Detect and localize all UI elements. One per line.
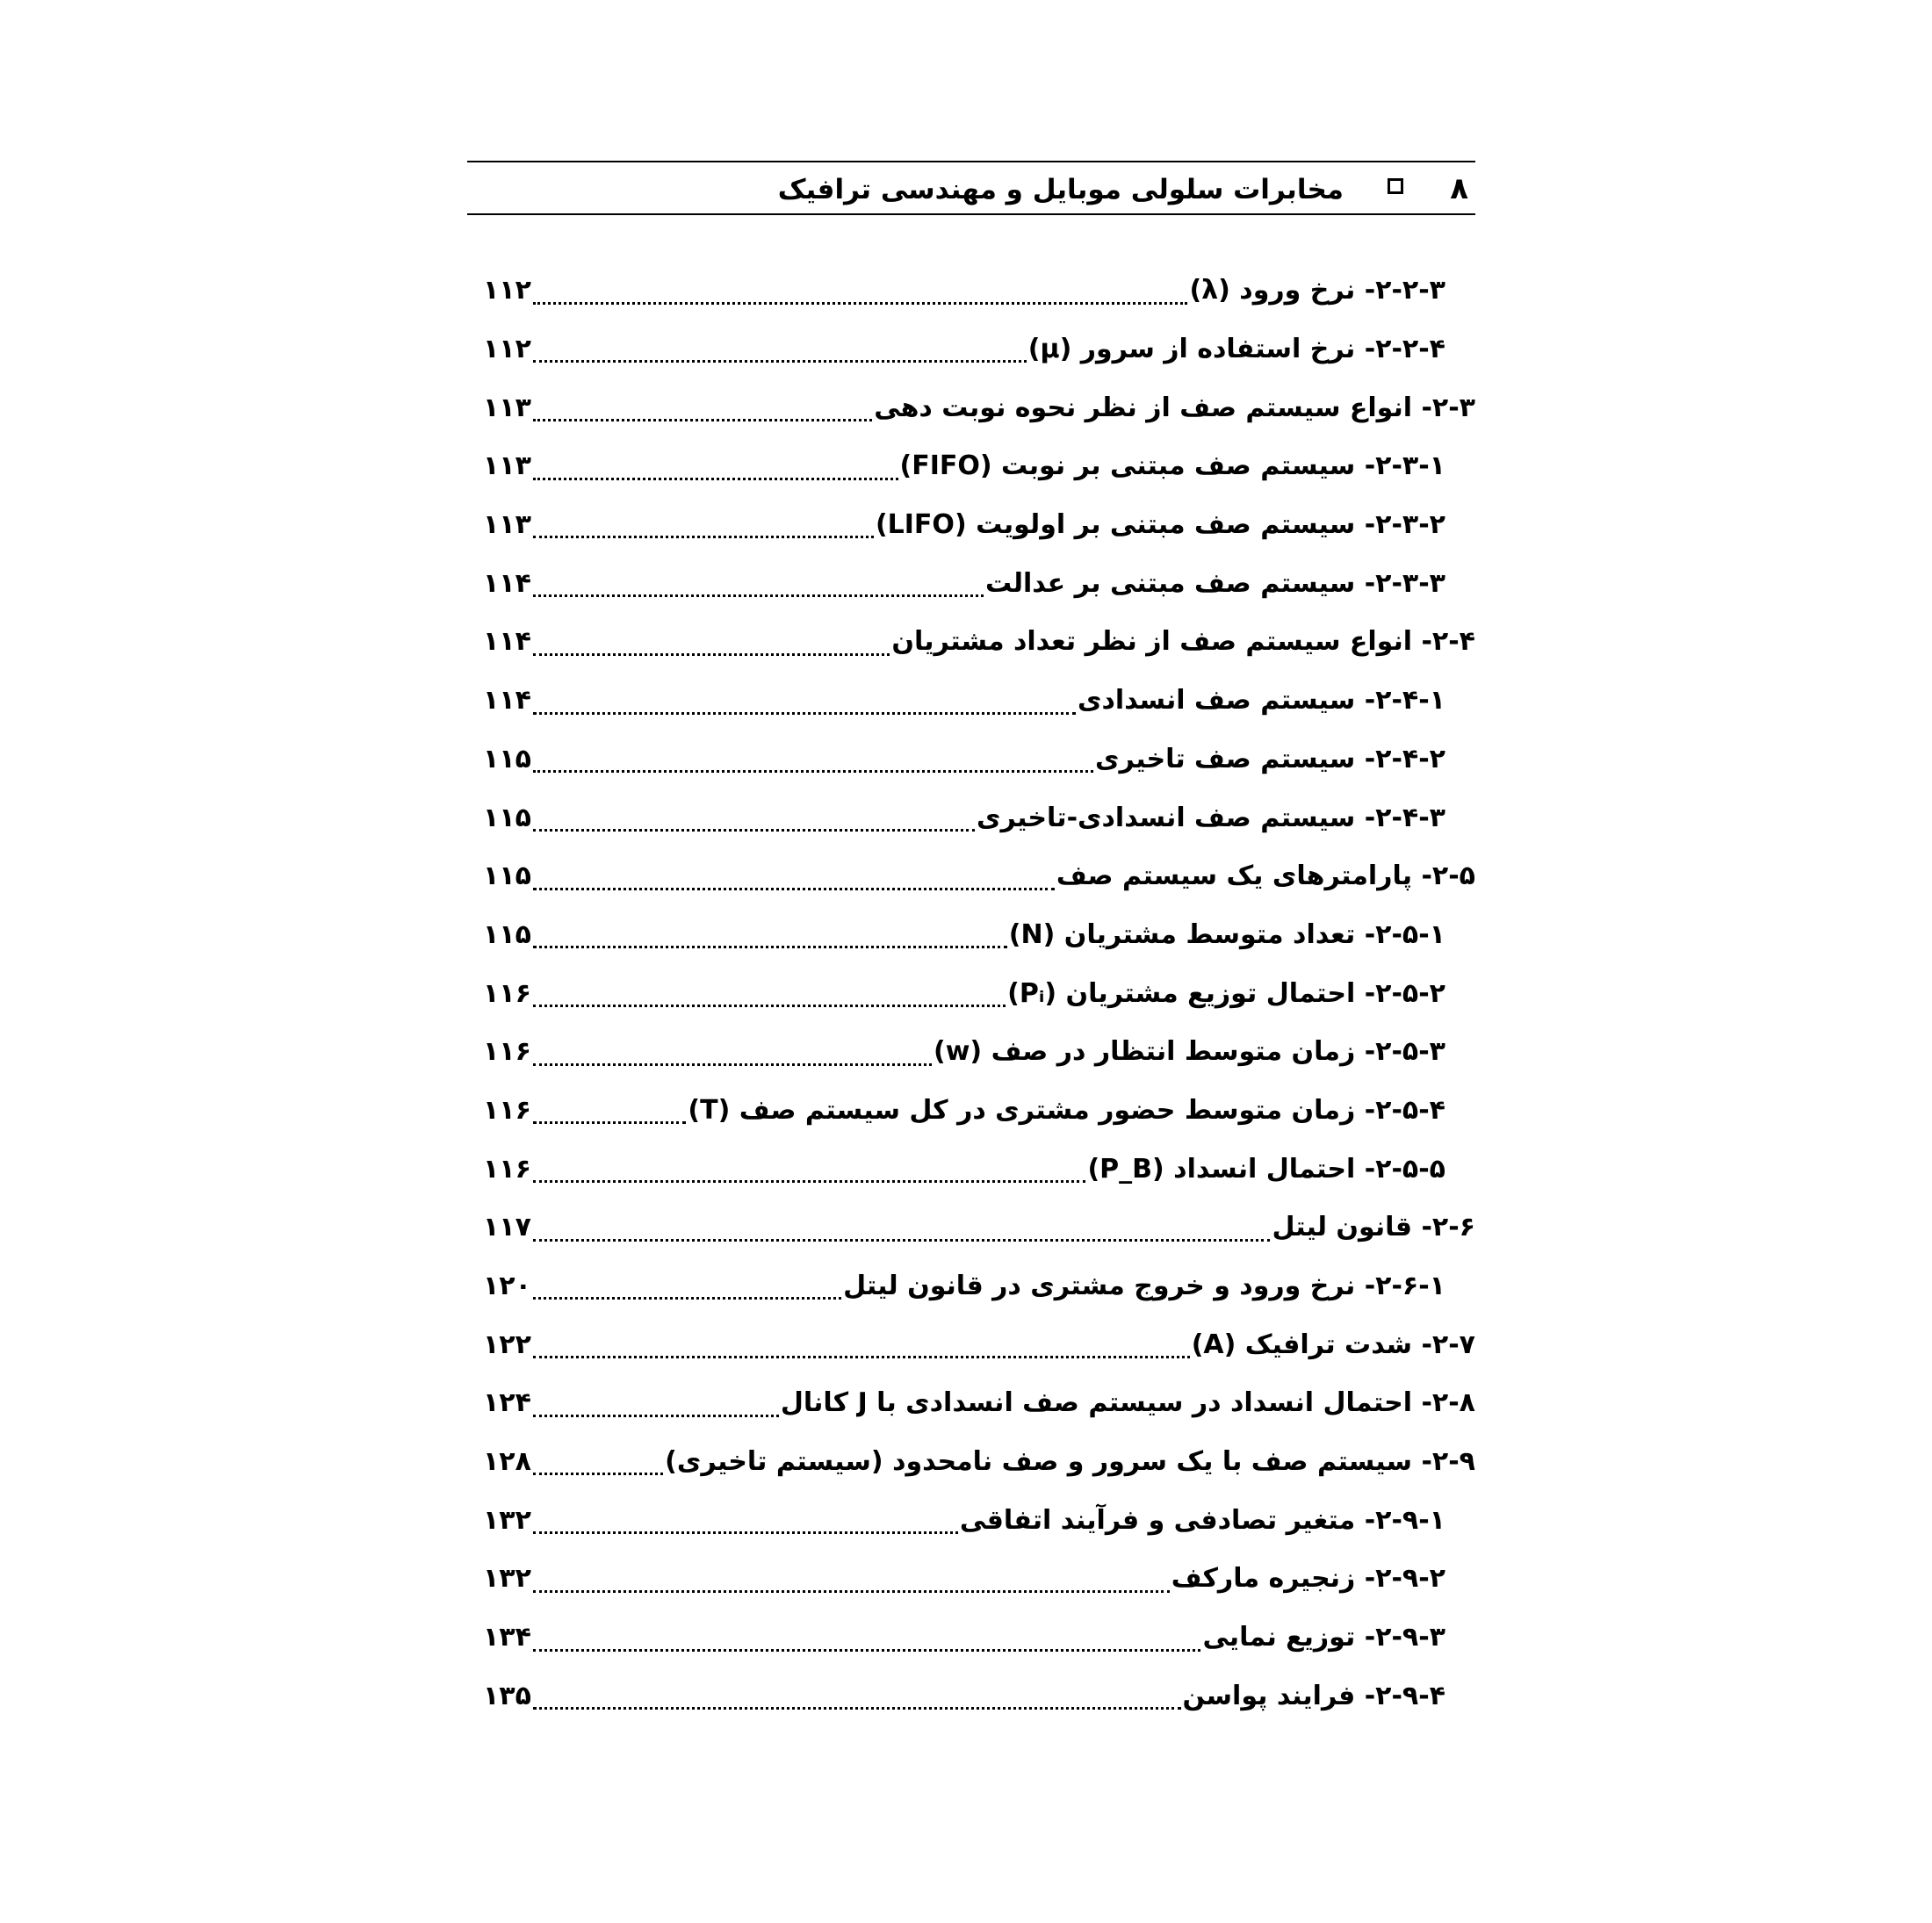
dot-leader	[533, 1408, 779, 1417]
toc-entry-title: ۲-۹- سیستم صف با یک سرور و صف نامحدود (سیستم تاخیری)	[665, 1446, 1475, 1478]
square-bullet-icon	[1388, 178, 1403, 194]
toc-entry-title: ۲-۹-۳- توزیع نمایی	[1202, 1622, 1445, 1653]
dot-leader	[533, 1114, 686, 1124]
toc-entry-page-number: ۱۳۵	[483, 1680, 531, 1711]
toc-entry[interactable]	[483, 847, 1475, 906]
dot-leader	[533, 412, 872, 421]
toc-entry-page-number: ۱۳۲	[483, 1563, 531, 1595]
toc-entry[interactable]	[483, 320, 1475, 379]
toc-entry-page-number: ۱۱۶	[483, 1036, 531, 1068]
toc-entry-page-number: ۱۲۲	[483, 1329, 531, 1360]
toc-entry-page-number: ۱۱۵	[483, 918, 531, 950]
page-header	[467, 161, 1475, 215]
toc-entry-title: ۲-۵-۱- تعداد متوسط مشتریان (N)	[1008, 918, 1445, 950]
toc-entry-title: ۲-۳-۲- سیستم صف مبتنی بر اولویت (LIFO)	[875, 509, 1445, 541]
toc-entry-page-number: ۱۱۵	[483, 802, 531, 833]
toc-entry-page-number: ۱۱۳	[483, 450, 531, 482]
toc-entry-title: ۲-۳-۳- سیستم صف مبتنی بر عدالت	[985, 567, 1445, 599]
toc-entry-page-number: ۱۱۳	[483, 509, 531, 541]
dot-leader	[533, 1524, 958, 1534]
toc-entry[interactable]	[483, 1491, 1475, 1550]
toc-entry[interactable]	[483, 1609, 1475, 1667]
dot-leader	[533, 471, 898, 480]
toc-entry[interactable]	[483, 1550, 1475, 1609]
toc-entry[interactable]	[483, 1374, 1475, 1433]
toc-entry-page-number: ۱۲۴	[483, 1387, 531, 1419]
dot-leader	[533, 1290, 841, 1300]
toc-entry-title: ۲-۸- احتمال انسداد در سیستم صف انسدادی با J کانال	[780, 1387, 1475, 1419]
toc-entry-page-number: ۱۱۴	[483, 685, 531, 717]
table-of-contents	[483, 262, 1475, 1725]
toc-entry[interactable]	[483, 437, 1475, 496]
toc-entry-page-number: ۱۲۰	[483, 1271, 531, 1302]
toc-entry-page-number: ۱۱۶	[483, 977, 531, 1009]
toc-entry-title: ۲-۵-۳- زمان متوسط انتظار در صف (w)	[933, 1036, 1445, 1068]
dot-leader	[533, 646, 890, 656]
toc-entry[interactable]	[483, 496, 1475, 555]
toc-entry[interactable]	[483, 731, 1475, 789]
toc-entry-title: ۲-۳-۱- سیستم صف مبتنی بر نوبت (FIFO)	[899, 450, 1445, 482]
toc-entry[interactable]	[483, 1023, 1475, 1082]
dot-leader	[533, 295, 1188, 305]
toc-entry[interactable]	[483, 1433, 1475, 1492]
toc-entry-page-number: ۱۱۲	[483, 275, 531, 306]
dot-leader	[533, 1232, 1271, 1242]
toc-entry-title: ۲-۴-۳- سیستم صف انسدادی-تاخیری	[977, 802, 1445, 833]
toc-entry[interactable]	[483, 1140, 1475, 1199]
toc-entry-title: ۲-۷- شدت ترافیک (A)	[1191, 1329, 1475, 1360]
toc-entry-page-number: ۱۱۶	[483, 1153, 531, 1185]
toc-entry-title: ۲-۵-۵- احتمال انسداد (P_B)	[1087, 1153, 1445, 1185]
toc-entry-page-number: ۱۲۸	[483, 1446, 531, 1478]
toc-entry[interactable]	[483, 1257, 1475, 1316]
toc-entry-title: ۲-۲-۳- نرخ ورود (λ)	[1189, 275, 1445, 306]
toc-entry-title: ۲-۲-۴- نرخ استفاده از سرور (μ)	[1027, 334, 1445, 365]
dot-leader	[533, 939, 1007, 948]
dot-leader	[533, 1173, 1086, 1183]
toc-entry-title: ۲-۴- انواع سیستم صف از نظر تعداد مشتریان	[891, 626, 1475, 658]
dot-leader	[533, 1700, 1181, 1710]
toc-entry-title: ۲-۹-۴- فرایند پواسن	[1182, 1680, 1445, 1711]
toc-entry[interactable]	[483, 672, 1475, 731]
toc-entry[interactable]	[483, 1667, 1475, 1726]
toc-entry-title: ۲-۴-۲- سیستم صف تاخیری	[1095, 743, 1445, 774]
toc-entry-title: ۲-۴-۱- سیستم صف انسدادی	[1078, 685, 1445, 717]
toc-entry[interactable]	[483, 789, 1475, 847]
toc-entry-page-number: ۱۳۲	[483, 1504, 531, 1536]
dot-leader	[533, 1642, 1201, 1652]
dot-leader	[533, 1466, 663, 1475]
toc-entry-page-number: ۱۱۴	[483, 567, 531, 599]
dot-leader	[533, 705, 1076, 715]
dot-leader	[533, 353, 1027, 363]
toc-entry[interactable]	[483, 554, 1475, 613]
toc-entry-title: ۲-۶- قانون لیتل	[1272, 1212, 1475, 1243]
dot-leader	[533, 822, 975, 832]
toc-entry-page-number: ۱۱۷	[483, 1212, 531, 1243]
toc-entry-page-number: ۱۱۵	[483, 861, 531, 892]
toc-entry-title: ۲-۵-۴- زمان متوسط حضور مشتری در کل سیستم صف (T)	[688, 1094, 1445, 1126]
toc-entry[interactable]	[483, 378, 1475, 437]
toc-entry[interactable]	[483, 1315, 1475, 1374]
dot-leader	[533, 881, 1055, 890]
dot-leader	[533, 1583, 1170, 1593]
toc-entry-title: ۲-۵-۲- احتمال توزیع مشتریان (Pᵢ)	[1007, 977, 1445, 1009]
dot-leader	[533, 587, 984, 597]
toc-entry-title: ۲-۶-۱- نرخ ورود و خروج مشتری در قانون لیتل	[843, 1271, 1445, 1302]
dot-leader	[533, 998, 1006, 1007]
toc-entry-page-number: ۱۱۲	[483, 334, 531, 365]
toc-entry-page-number: ۱۱۶	[483, 1094, 531, 1126]
dot-leader	[533, 1349, 1190, 1358]
toc-entry-title: ۲-۹-۱- متغیر تصادفی و فرآیند اتفاقی	[959, 1504, 1445, 1536]
toc-entry[interactable]	[483, 964, 1475, 1023]
dot-leader	[533, 529, 874, 538]
toc-entry[interactable]	[483, 262, 1475, 320]
toc-entry-page-number: ۱۱۵	[483, 743, 531, 774]
toc-entry-page-number: ۱۱۴	[483, 626, 531, 658]
toc-entry[interactable]	[483, 1199, 1475, 1257]
toc-entry-page-number: ۱۱۳	[483, 392, 531, 423]
toc-entry-title: ۲-۳- انواع سیستم صف از نظر نحوه نوبت دهی	[874, 392, 1475, 423]
toc-entry[interactable]	[483, 1082, 1475, 1141]
toc-entry-title: ۲-۹-۲- زنجیره مارکف	[1171, 1563, 1445, 1595]
book-title: مخابرات سلولی موبایل و مهندسی ترافیک	[777, 174, 1344, 205]
dot-leader	[533, 763, 1093, 773]
toc-entry[interactable]	[483, 906, 1475, 965]
toc-entry-page-number: ۱۳۴	[483, 1622, 531, 1653]
toc-entry-title: ۲-۵- پارامترهای یک سیستم صف	[1056, 861, 1475, 892]
dot-leader	[533, 1056, 932, 1066]
page-number: ۸	[1450, 171, 1468, 206]
toc-entry[interactable]	[483, 613, 1475, 672]
